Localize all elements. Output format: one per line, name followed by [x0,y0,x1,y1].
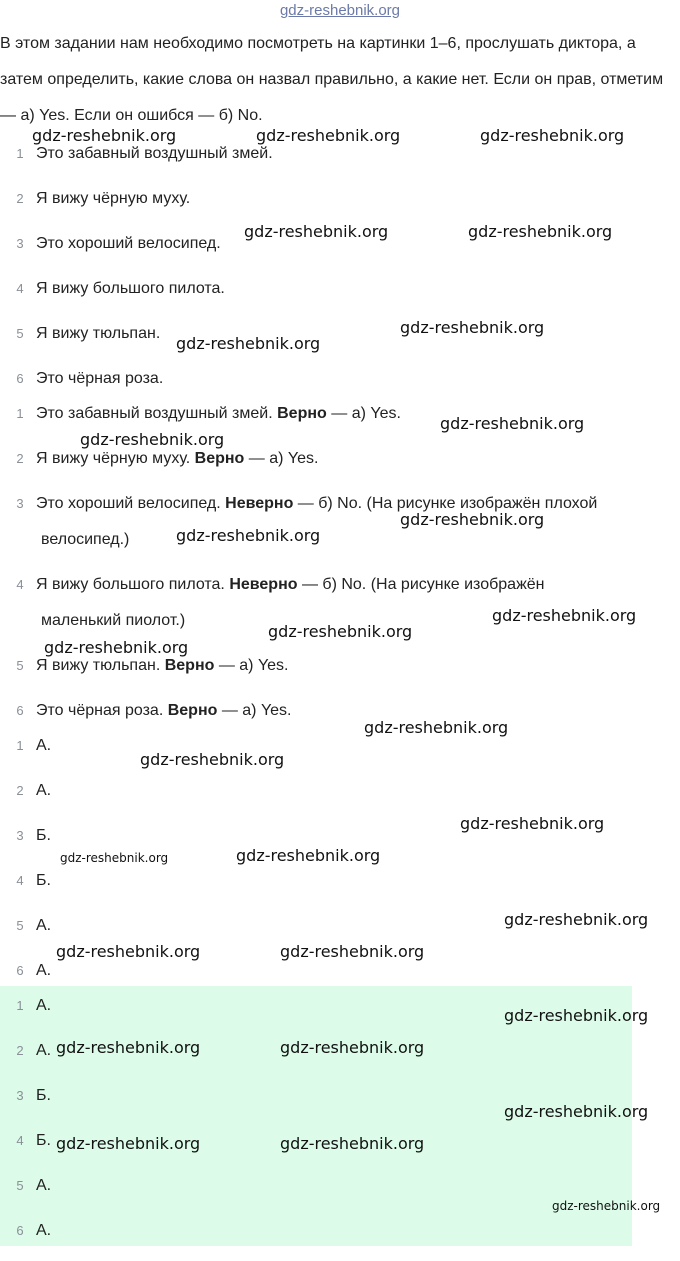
answer-text: Я вижу большого пилота. Неверно — б) No. (На рисунке изображён [36,576,545,593]
answer-text: Это чёрная роза. Верно — а) Yes. [36,702,292,719]
watermark-text: gdz-reshebnik.org [440,414,585,433]
item-number: 4 [16,577,24,592]
item-number: 3 [16,496,24,511]
item-number: 1 [16,146,24,161]
answer-letter: Б. [36,872,51,889]
item-number: 3 [16,1088,24,1103]
watermark-text: gdz-reshebnik.org [236,846,381,865]
answer-letter: А. [36,997,52,1014]
watermark-text: gdz-reshebnik.org [176,526,321,545]
watermark-text: gdz-reshebnik.org [280,1038,425,1057]
item-text: Я вижу тюльпан. [36,325,161,342]
answer-letter: А. [36,1177,52,1194]
watermark-text: gdz-reshebnik.org [504,1102,649,1121]
watermark-text: gdz-reshebnik.org [400,318,545,337]
watermark-text: gdz-reshebnik.org [244,222,389,241]
item-number: 4 [16,1133,24,1148]
intro-paragraph: В этом задании нам необходимо посмотреть на картинки 1–6, прослушать диктора, а затем определить, какие слова он назвал правильно, а какие нет. Если он прав, отметим — а) Yes. Если он ошибся — б) No. [0,35,664,124]
item-text: Я вижу большого пилота. [36,280,225,297]
verdict: Верно [194,450,245,467]
item-number: 5 [16,1178,24,1193]
item-number: 6 [16,963,24,978]
watermark-text: gdz-reshebnik.org [44,638,189,657]
verdict: Верно [277,405,327,422]
answer-letter: А. [36,782,52,799]
answer-letter: А. [36,917,52,934]
answer-text: Это хороший велосипед. Неверно — б) No. (На рисунке изображён плохой [36,495,598,512]
item-number: 5 [16,918,24,933]
item-number: 3 [16,236,24,251]
verdict: Неверно [225,495,294,512]
answer-letter: А. [36,962,52,979]
answer-text-continuation: велосипед.) [41,531,130,548]
watermark-text: gdz-reshebnik.org [480,126,625,145]
verdict: Верно [167,702,218,719]
watermark-text: gdz-reshebnik.org [32,126,177,145]
watermark-text: gdz-reshebnik.org [60,851,169,865]
item-number: 4 [16,873,24,888]
watermark-text: gdz-reshebnik.org [504,1006,649,1025]
watermark-text: gdz-reshebnik.org [468,222,613,241]
item-number: 2 [16,1043,24,1058]
watermark-text: gdz-reshebnik.org [492,606,637,625]
watermark-text: gdz-reshebnik.org [552,1199,661,1213]
item-text: Я вижу чёрную муху. [36,190,191,207]
watermark-text: gdz-reshebnik.org [400,510,545,529]
verdict: Верно [164,657,215,674]
watermark-text: gdz-reshebnik.org [140,750,285,769]
watermark-text: gdz-reshebnik.org [268,622,413,641]
item-number: 1 [16,998,24,1013]
item-number: 6 [16,371,24,386]
answer-text: Я вижу чёрную муху. Верно — а) Yes. [36,450,319,467]
watermark-text: gdz-reshebnik.org [460,814,605,833]
item-text: Это хороший велосипед. [36,235,221,252]
answer-letter: Б. [36,827,51,844]
answer-letter: Б. [36,1132,51,1149]
answer-letter: Б. [36,1087,51,1104]
answer-text: Это забавный воздушный змей. Верно — а) Yes. [36,405,401,422]
answer-letter: А. [36,1042,52,1059]
answer-text: Я вижу тюльпан. Верно — а) Yes. [36,657,289,674]
watermark-text: gdz-reshebnik.org [280,1134,425,1153]
answer-letter: А. [36,1222,52,1239]
item-number: 2 [16,451,24,466]
item-number: 6 [16,703,24,718]
watermark-text: gdz-reshebnik.org [56,942,201,961]
watermark-text: gdz-reshebnik.org [56,1134,201,1153]
item-number: 3 [16,828,24,843]
watermark-text: gdz-reshebnik.org [256,126,401,145]
watermark-text: gdz-reshebnik.org [504,910,649,929]
item-number: 5 [16,326,24,341]
item-number: 5 [16,658,24,673]
item-text: Это чёрная роза. [36,370,164,387]
item-number: 2 [16,783,24,798]
watermark-text: gdz-reshebnik.org [176,334,321,353]
item-number: 2 [16,191,24,206]
header-watermark-link[interactable]: gdz-reshebnik.org [279,2,401,19]
answer-letter: А. [36,737,52,754]
item-number: 6 [16,1223,24,1238]
item-number: 1 [16,406,24,421]
item-number: 4 [16,281,24,296]
item-text: Это забавный воздушный змей. [36,145,273,162]
verdict: Неверно [229,576,298,593]
item-number: 1 [16,738,24,753]
watermark-text: gdz-reshebnik.org [56,1038,201,1057]
watermark-text: gdz-reshebnik.org [80,430,225,449]
watermark-text: gdz-reshebnik.org [364,718,509,737]
watermark-text: gdz-reshebnik.org [280,942,425,961]
answer-text-continuation: маленький пиолот.) [41,612,186,629]
